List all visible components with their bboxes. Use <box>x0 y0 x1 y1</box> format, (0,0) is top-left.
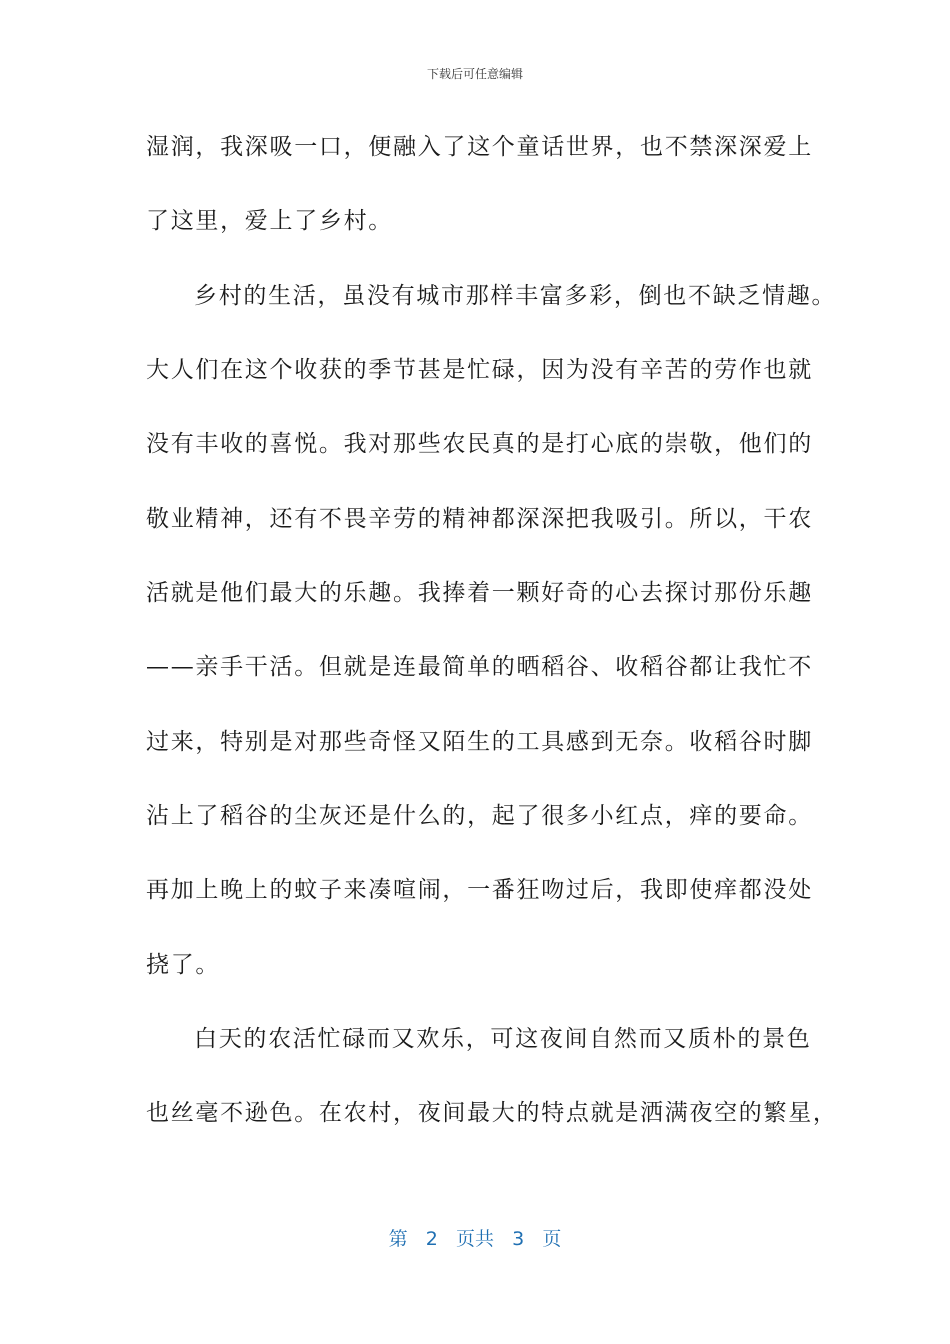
body-line: 湿润，我深吸一口，便融入了这个童话世界，也不禁深深爱上 <box>146 134 813 160</box>
body-line: 再加上晚上的蚊子来凑喧闹，一番狂吻过后，我即使痒都没处 <box>146 877 813 903</box>
paragraph-first-line: 乡村的生活，虽没有城市那样丰富多彩，倒也不缺乏情趣。 <box>194 283 837 309</box>
body-line: 敬业精神，还有不畏辛劳的精神都深深把我吸引。所以，干农 <box>146 506 813 532</box>
body-line: 活就是他们最大的乐趣。我捧着一颗好奇的心去探讨那份乐趣 <box>146 580 813 606</box>
footer-suffix: 页 <box>542 1228 562 1250</box>
page-header: 下载后可任意编辑 <box>426 67 523 81</box>
current-page-number: 2 <box>425 1228 438 1250</box>
body-line: 也丝毫不逊色。在农村，夜间最大的特点就是洒满夜空的繁星， <box>146 1100 838 1126</box>
body-line: 沾上了稻谷的尘灰还是什么的，起了很多小红点，痒的要命。 <box>146 803 813 829</box>
total-page-number: 3 <box>512 1228 525 1250</box>
footer-prefix: 第 <box>388 1228 408 1250</box>
paragraph-first-line: 白天的农活忙碌而又欢乐，可这夜间自然而又质朴的景色 <box>194 1026 812 1052</box>
body-line: 没有丰收的喜悦。我对那些农民真的是打心底的崇敬，他们的 <box>146 431 813 457</box>
footer-middle: 页共 <box>455 1228 494 1250</box>
body-line: 大人们在这个收获的季节甚是忙碌，因为没有辛苦的劳作也就 <box>146 357 813 383</box>
body-line: ——亲手干活。但就是连最简单的晒稻谷、收稻谷都让我忙不 <box>146 654 813 680</box>
body-line: 了这里，爱上了乡村。 <box>146 208 393 234</box>
body-line: 挠了。 <box>146 952 221 978</box>
body-line: 过来，特别是对那些奇怪又陌生的工具感到无奈。收稻谷时脚 <box>146 729 813 755</box>
page-footer <box>0 1226 950 1252</box>
